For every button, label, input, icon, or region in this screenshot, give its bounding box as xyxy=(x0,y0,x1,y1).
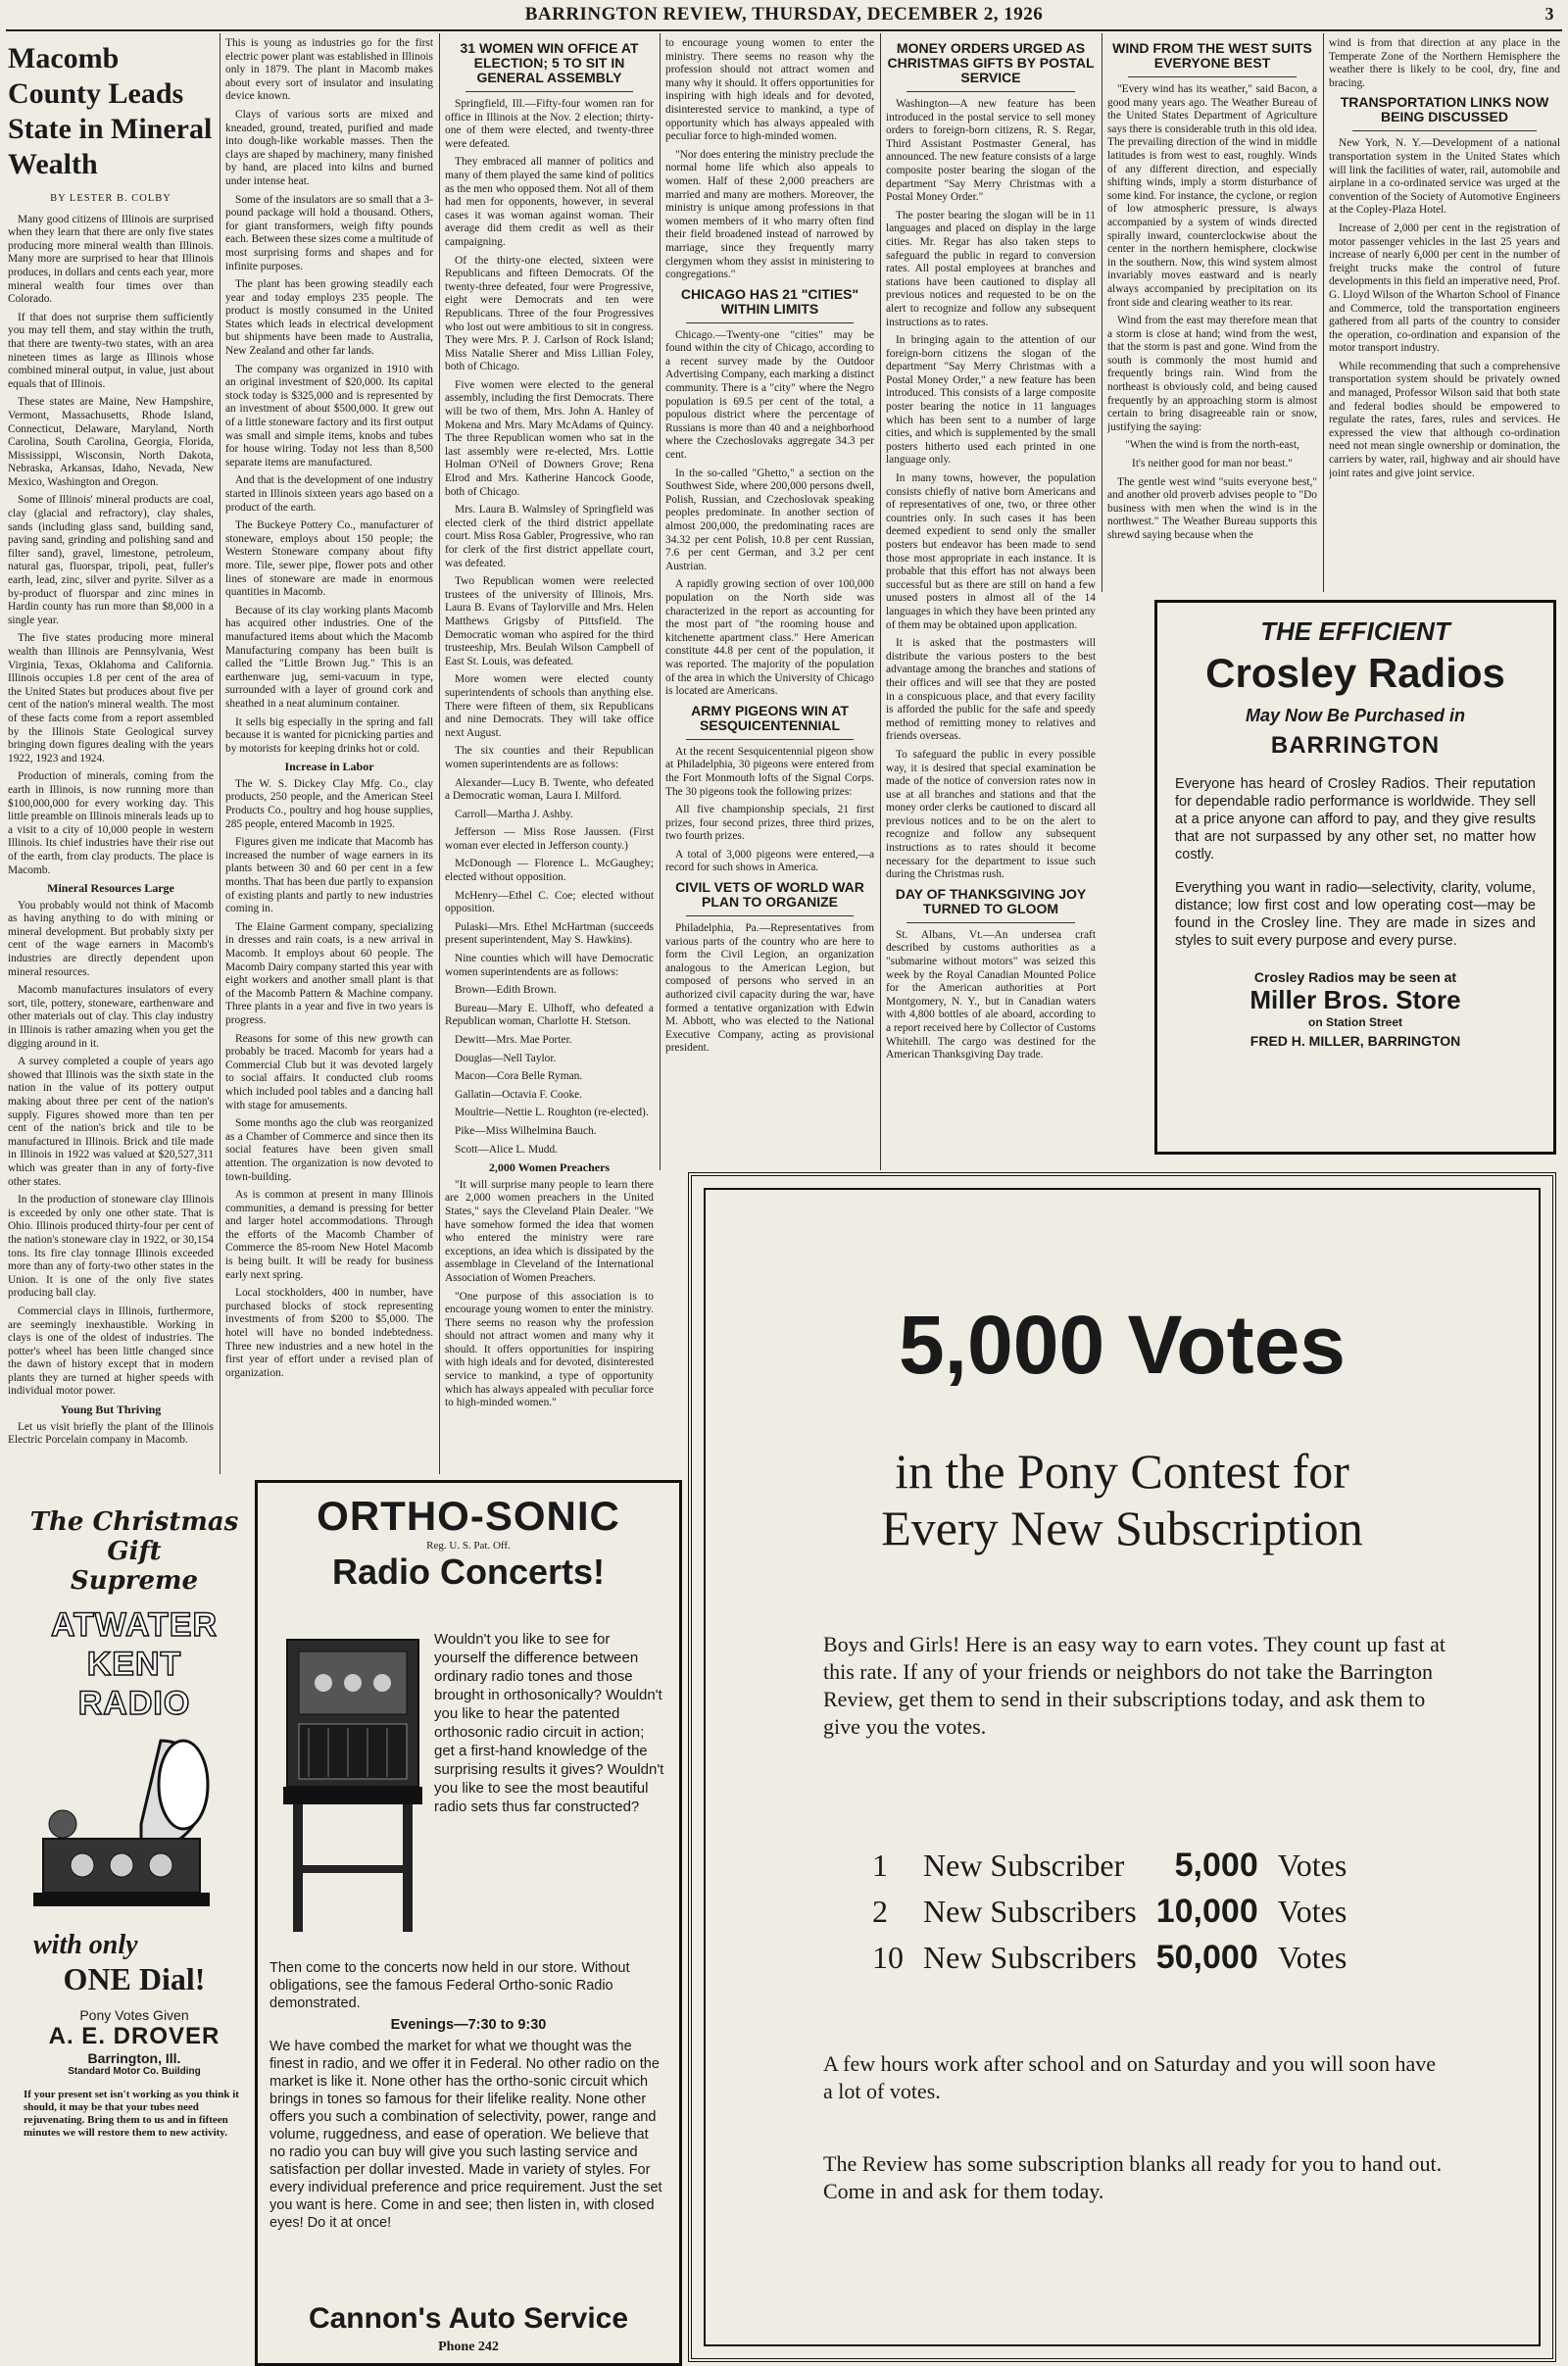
paragraph: In the production of stoneware clay Illinois is exceeded by only one other state. That is Ohio. Illinois produced thirty-four per cent of the nation's stoneware clay in 1922, or 30,154 tons. Its fire clay tonnage Illinois exceeded more than any of forty-two other states in the Union. It is one of the only five states producing ball clay. xyxy=(8,1194,214,1300)
paragraph: In the so-called "Ghetto," a section on the Southwest Side, where 200,000 persons dwell, Polish, Russian, and Czechoslovak speaking peoples predominate. In another section of almost 200,000, the predominating races are 34.32 per cent Polish, 10.8 per cent Russian, 7.6 per cent German, and 3.2 per cent Austrian. xyxy=(665,467,874,572)
ad-paragraph: Everything you want in radio—selectivity, clarity, volume, distance; low first cost and low operating cost—may be found in the Crosley line. They are made in sizes and styles to suit every purpose and every purse. xyxy=(1175,880,1536,949)
byline: BY LESTER B. COLBY xyxy=(50,193,172,204)
ad-title: ORTHO-SONIC xyxy=(317,1493,620,1539)
article-macomb xyxy=(8,37,214,1496)
table-cell: New Subscriber xyxy=(923,1848,1125,1883)
paragraph: Because of its clay working plants Macomb has acquired other industries. One of the manufactured items about which the Macomb Manufacturing company has been built is called the "Little Brown Jug." This is an earthenware jug, semi-vacuum in type, surrounded with a layer of ground cork and sheathed in a neat aluminum container. xyxy=(225,604,433,710)
paragraph: Five women were elected to the general assembly, including the first Democrats. There will be two of them, Mrs. John A. Hanley of Mokena and Mrs. Mary McAdams of Quincy. The three Republican women who sat in the last assembly were re-elected, Mrs. Lottie Holman O'Neil of Downers Grove; Rena Elrod and Mrs. Katherine Hancock Goode, both of Chicago. xyxy=(445,378,654,498)
subhead: Mineral Resources Large xyxy=(47,881,174,896)
paragraph: You probably would not think of Macomb as having anything to do with mining or mineral development. But probably sixty per cent of the wage earners in Macomb's industries are directly dependent upon mineral resources. xyxy=(8,899,214,978)
paragraph: "Every wind has its weather," said Bacon, a good many years ago. The Weather Bureau of the United States Department of Agriculture says there is considerable truth in this old idea. The prevailing direction of the wind in middle latitudes is from west to east, roughly. Winds of any different direction, and especially shifting winds, imply a storm disturbance of some kind. For instance, the cyclone, or region of low atmospheric pressure, is always accompanied by a system of winds directed spirally inward, counterclockwise about the center in the northern hemisphere, clockwise in the southern. Now, this wind system almost invariably moves eastward and is nearly always accompanied by precipitation on its front side and clearing weather to its rear. xyxy=(1107,83,1317,309)
votes-table xyxy=(862,1843,1356,1981)
masthead-rule xyxy=(6,29,1562,31)
paragraph: In many towns, however, the population consists chiefly of native born Americans and of representatives of one, two, or three other countries only. In such cases it has been deemed expedient to send only the smaller posters but endeavor has been made to send those most appropriate in each instance. It is probable that this effort has not always been successful but as there are still on hand a few unused posters in almost all of the 14 languages in which they have been printed any of them may be obtained upon application. xyxy=(886,472,1096,631)
subhead: Young But Thriving xyxy=(60,1403,162,1417)
ad-line: Gift xyxy=(107,1537,162,1566)
table-cell: Votes xyxy=(1277,1940,1348,1975)
paragraph: Commercial clays in Illinois, furthermore, are seemingly inexhaustible. Working in clays is one of the oldest of industries. The potter's wheel has been little changed since the dawn of history except that in modern plants they are turned at higher speeds with individual motor power. xyxy=(8,1305,214,1398)
ad-body-2 xyxy=(270,1959,667,2232)
paragraph: Springfield, Ill.—Fifty-four women ran for office in Illinois at the Nov. 2 election; thirty-one of them were elected, and twenty-three were defeated. xyxy=(445,98,654,150)
rule xyxy=(906,922,1074,923)
paragraph: Douglas—Nell Taylor. xyxy=(455,1052,557,1064)
paragraph: And that is the development of one industry started in Illinois sixteen years ago based on a product of the earth. xyxy=(225,474,433,514)
paragraph: They embraced all manner of politics and many of them played the same kind of politics as the men who opposed them. Not all of them had men for opponents, however, in several cases it was woman against woman. Their average did them credit as well as their campaigning. xyxy=(445,156,654,248)
paragraph: A rapidly growing section of over 100,000 population on the North side was characterized in the report as accounting for the most part of "the rooming house and kitchenette apartment class." Here American constitute 44.8 per cent of the population, it was reported. The majority of the population of the area in which the University of Chicago is located are Americans. xyxy=(665,578,874,698)
paragraph: McHenry—Ethel C. Coe; elected without opposition. xyxy=(445,889,654,915)
paragraph: Chicago.—Twenty-one "cities" may be found within the city of Chicago, according to a recent survey made by the Outdoor Advertising Company, each marking a distinct community. There is a "city" where the Negro population is 69.5 per cent of the total, a populous district where the percentage of Russians is more than 40 and a neighborhood where the Czechoslovaks aggregate 34.3 per cent. xyxy=(665,328,874,462)
ad-seen-at: Crosley Radios may be seen at xyxy=(1253,969,1457,985)
ad-paragraph: The Review has some subscription blanks all ready for you to hand out. Come in and ask for them today. xyxy=(823,2151,1443,2203)
paragraph: The six counties and their Republican women superintendents are as follows: xyxy=(445,745,654,770)
table-cell: 5,000 xyxy=(1174,1847,1258,1884)
column-rule xyxy=(439,33,440,1474)
paragraph: Pike—Miss Wilhelmina Bauch. xyxy=(455,1124,597,1137)
table-cell: 1 xyxy=(872,1848,888,1883)
ad-paragraph: A few hours work after school and on Saturday and you will soon have a lot of votes. xyxy=(823,2051,1437,2103)
paragraph: A survey completed a couple of years ago showed that Illinois was the sixth state in the nation in the value of its pottery output making about three per cent of the nation's supply. Figures showed more than ten per cent of the nation's brick and tile to be manufactured in Illinois. Brick and tile made in Illinois in 1922 was valued at $20,527,311 which was greater than in any of forty-five other states. xyxy=(8,1056,214,1188)
paragraph: Clays of various sorts are mixed and kneaded, ground, treated, purified and made into dough-like workable masses. Then the clays are shaped by machinery, many finished by hand, are placed into kilns and burned under intense heat. xyxy=(225,108,433,187)
headline-macomb: Macomb County Leads State in Mineral Wealth xyxy=(8,42,213,180)
ad-subtitle xyxy=(706,1443,1539,1556)
headline-transportation: TRANSPORTATION LINKS NOW BEING DISCUSSED xyxy=(1340,94,1549,125)
paragraph: Production of minerals, coming from the earth in Illinois, is now running more than $100,000,000 for every working day. This little preamble on Illinois minerals leads up to a visit to a city of 10,000 people in western Illinois. Its chief industries have their rise out of the earth, from clay products. The place is Macomb. xyxy=(8,770,214,876)
masthead xyxy=(0,4,1568,27)
column-rule xyxy=(1323,33,1324,592)
column-rule xyxy=(880,33,881,1170)
table-cell: New Subscribers xyxy=(923,1940,1137,1975)
ad-subtitle-line: Every New Subscription xyxy=(881,1501,1363,1555)
paragraph: New York, N. Y.—Development of a national transportation system in the United States which will link the facilities of water, rail, automobile and airplane in a co-ordinated service was urged at the convention of the Society of Automotive Engineers at the Copley-Plaza Hotel. xyxy=(1329,137,1560,217)
table-row xyxy=(862,1889,1356,1935)
subhead: 2,000 Women Preachers xyxy=(488,1160,611,1175)
brand-radio: RADIO xyxy=(77,1685,191,1722)
masthead-title: BARRINGTON REVIEW, THURSDAY, DECEMBER 2, 1926 xyxy=(524,4,1044,25)
paragraph: wind is from that direction at any place in the Temperate Zone of the Northern Hemisphere the weather there is likely to be cool, dry, fine and bracing. xyxy=(1329,37,1560,89)
paragraph: Philadelphia, Pa.—Representatives from various parts of the country who are here to form the Civil Legion, an organization analogous to the American Legion, but composed of persons who served in an authorized civil capacity during the war, have formed a tentative organization with Edwin M. Abbott, who was elected to the National Executive Company, acting as provisional president. xyxy=(665,922,874,1055)
paragraph: Figures given me indicate that Macomb has increased the number of wage earners in its plants between 30 and 60 per cent in a few months. That has been due partly to expansion of existing plants and partly to new industries coming in. xyxy=(225,836,433,915)
rule xyxy=(906,91,1074,92)
paragraph: to encourage young women to enter the ministry. There seems no reason why the profession should not attract women and many why it should. It offers opportunities for inspiring with high ideals and for devoted, disinterested service to mankind, a type of opportunity which has always appealed with peculiar force to high-minded women. xyxy=(665,37,874,143)
headline-pigeons: ARMY PIGEONS WIN AT SESQUICENTENNIAL xyxy=(691,702,849,733)
ad-title: Crosley Radios xyxy=(1205,650,1505,696)
paragraph: To safeguard the public in every possible way, it is desired that special examination be made of the notice of conversion rates now in use at all branches and stations and that the money order clerks be cautioned to discard all previous notices and to be on the alert to recognize and follow any subsequent instructions as to rates should it become necessary for the department to issue such during the Christmas rush. xyxy=(886,748,1096,881)
paragraph: "One purpose of this association is to encourage young women to enter the ministry. There seems no reason why the profession should not attract women and many why it should. It offers opportunities for inspiring with high ideals and for devoted, disinterested service to mankind, a type of opportunity which has always appealed with peculiar force to high-minded women." xyxy=(445,1290,654,1409)
ad-store-name: Cannon's Auto Service xyxy=(308,2302,629,2335)
paragraph: Two Republican women were reelected trustees of the university of Illinois, Mrs. Laura B. Evans of Taylorville and Mrs. Helen Matthews Grigsby of Pittsfield. The Democratic woman who aspired for the third trusteeship, Mrs. Beulah Wilson Campbell of East St. Louis, was defeated. xyxy=(445,575,654,667)
paragraph: These states are Maine, New Hampshire, Vermont, Massachusetts, Rhode Island, Connecticut, Delaware, Maryland, North Carolina, South Carolina, Georgia, Florida, Mississippi, Wisconsin, North Dakota, Nebraska, Arkansas, Idaho, Nevada, New Mexico, Washington and Oregon. xyxy=(8,396,214,488)
ad-pony-votes: Pony Votes Given xyxy=(79,2007,189,2023)
table-row xyxy=(862,1935,1356,1981)
article-wind xyxy=(1107,37,1317,592)
rule xyxy=(466,91,632,92)
paragraph: "It will surprise many people to learn there are 2,000 women preachers in the United States," says the Cleveland Plain Dealer. "We have somehow formed the idea that women who entered the ministry were rare exceptions, an idea which is dissipated by the assemblage in Cleveland of the International Association of Women Preachers. xyxy=(445,1178,654,1284)
paragraph: Some months ago the club was reorganized as a Chamber of Commerce and since then its social features have been given small attention. The organization is now devoted to town-building. xyxy=(225,1117,433,1183)
paragraph: The plant has been growing steadily each year and today employs 235 people. The product is mostly consumed in the United States which leads in electrical development but shipments have been made to Australia, New Zealand and other far lands. xyxy=(225,278,433,358)
ad-address: Standard Motor Co. Building xyxy=(68,2066,201,2077)
paragraph: Some of Illinois' mineral products are coal, clay (glacial and refractory), clay shales, sands (including glass sand, building sand, paving sand, grinding and polishing sand and filter sand), gravel, limestone, petroleum, natural gas, fluorspar, tripoli, peat, fuller's earth, lead, zinc, silver and pyrite. Silver as a by-product of fluorspar and zinc mines in Hardin county has run more than $8,000 in a single year. xyxy=(8,494,214,626)
paragraph: Macon—Cora Belle Ryman. xyxy=(455,1070,583,1083)
rule xyxy=(686,322,853,323)
paragraph: St. Albans, Vt.—An undersea craft described by customs authorities as a "submarine without motors" was seized this week by the Royal Canadian Mounted Police for the American authorities at Port Montgomery, N. Y., but in Canadian waters with 4,800 bottles of ale aboard, according to a report received here by Collector of Customs Whitehill. The cargo was destined for the American Thanksgiving Day trade. xyxy=(886,928,1096,1061)
ad-dealer: A. E. DROVER xyxy=(48,2023,220,2049)
ad-town: Barrington, Ill. xyxy=(87,2050,181,2066)
table-cell: Votes xyxy=(1277,1848,1348,1883)
headline-money-orders: MONEY ORDERS URGED AS CHRISTMAS GIFTS BY POSTAL SERVICE xyxy=(887,40,1095,85)
ad-line: THE EFFICIENT xyxy=(1260,616,1450,646)
ad-evenings: Evenings—7:30 to 9:30 xyxy=(390,2017,547,2033)
headline-civil-vets: CIVIL VETS OF WORLD WAR PLAN TO ORGANIZE xyxy=(675,879,864,911)
brand-kent: KENT xyxy=(86,1646,182,1683)
paragraph: Brown—Edith Brown. xyxy=(455,984,557,997)
headline-chicago: CHICAGO HAS 21 "CITIES" WITHIN LIMITS xyxy=(680,285,859,317)
paragraph: Alexander—Lucy B. Twente, who defeated a Democratic woman, Laura I. Milford. xyxy=(445,776,654,803)
ad-pony-contest xyxy=(688,1172,1556,2362)
paragraph: It is asked that the postmasters will distribute the various posters to the best advantage among the branches and stations of their offices and will see that they are posted in a conspicuous place, and that every facility is afforded the public for the safe and speedy method of remitting money to relatives and friends overseas. xyxy=(886,637,1096,743)
table-cell: 2 xyxy=(872,1894,888,1929)
paragraph: Washington—A new feature has been introduced in the postal service to sell money orders to foreign-born citizens, R. S. Regar, Third Assistant Postmaster General, has announced. The new feature consists of a large composite poster bearing the slogan of the department "Say Merry Christmas with a Postal Money Order." xyxy=(886,98,1096,204)
paragraph: If that does not surprise them sufficiently you may tell them, and stay within the truth, that there are twenty-two states, with an area nineteen times as large as Illinois whose combined mineral output, in value, just about equals that of Illinois. xyxy=(8,311,214,390)
article-money-orders xyxy=(886,37,1096,1170)
paragraph: In bringing again to the attention of our foreign-born citizens the slogan of the department "Say Merry Christmas with a Postal Money Order," a new feature has been introduced. This consists of a large composite poster bearing the notice in 11 languages which has been sent to a number of large cities, and which is supplemented by the small posters hitherto used each printed in one language only. xyxy=(886,334,1096,467)
paragraph: Gallatin—Octavia F. Cooke. xyxy=(455,1088,583,1101)
paragraph: Local stockholders, 400 in number, have purchased blocks of stock representing investments of from $200 to $5,000. The hotel will have no bonded indebtedness. Three new industries and a new hotel in the first year of effort under a revised plan of organization. xyxy=(225,1287,433,1379)
paragraph: Let us visit briefly the plant of the Illinois Electric Porcelain company in Macomb. xyxy=(8,1420,214,1447)
ad-store-name: Miller Bros. Store xyxy=(1250,985,1461,1014)
ad-location: on Station Street xyxy=(1307,1015,1402,1029)
headline-wind: WIND FROM THE WEST SUITS EVERYONE BEST xyxy=(1112,40,1312,71)
paragraph: Some of the insulators are so small that a 3-pound package will hold a thousand. Others, for giant transformers, weigh fifty pounds each. Between these sizes come a multitude of most surprising forms and shapes and for infinite purposes. xyxy=(225,193,433,272)
ad-paragraph: Boys and Girls! Here is an easy way to earn votes. They count up fast at this rate. If any of your friends or neighbors do not take the Barrington Review, get them to send in their subscriptions today, and ask them to give you the votes. xyxy=(823,1632,1446,1739)
verse: It's neither good for man nor beast." xyxy=(1132,458,1293,470)
paragraph: Of the thirty-one elected, sixteen were Republicans and fifteen Democrats. Of the twenty-three defeated, four were Progressive, eight were Democrats and ten were Republicans. Three of the four Progressives who lost out were ambitious to sit in congress. They were Mrs. P. J. Carlson of Rock Island; Miss Natalie Sherer and Miss Lillian Foley, both of Chicago. xyxy=(445,254,654,373)
ad-crosley xyxy=(1154,600,1556,1155)
ad-one-dial: ONE Dial! xyxy=(63,1961,206,1996)
ad-subtitle-line: in the Pony Contest for xyxy=(895,1444,1349,1499)
table-cell: 50,000 xyxy=(1155,1939,1258,1976)
table-cell: Votes xyxy=(1277,1894,1348,1929)
verse: "When the wind is from the north-east, xyxy=(1125,439,1299,452)
paragraph: Mrs. Laura B. Walmsley of Springfield was elected clerk of the third district appellate court. Miss Rosa Gabler, Progressive, who ran for clerk of the first district appellate court, was defeated. xyxy=(445,504,654,569)
paragraph: Bureau—Mary E. Ulhoff, who defeated a Republican woman, Charlotte H. Stetson. xyxy=(445,1002,654,1028)
paragraph: The company was organized in 1910 with an original investment of $20,000. Its capital stock today is $325,000 and is represented by an investment of about $500,000. It grew out of a little stoneware factory and its first output was small and simple items, knobs and tubes for house wiring. Today not less than 8,500 separate items are manufactured. xyxy=(225,363,433,468)
paragraph: Macomb manufactures insulators of every sort, tile, pottery, stoneware, earthenware and other materials out of clay. This clay industry in Illinois is rather amazing when you get the digging around in it. xyxy=(8,984,214,1050)
paragraph: Nine counties which will have Democratic women superintendents are as follows: xyxy=(445,953,654,978)
ad-body: Wouldn't you like to see for yourself the difference between ordinary radio tones and those brought in orthosonically? Wouldn't you like to hear the patented orthosonic radio circuit in action; get a first-hand knowledge of the surprising results it gives? Wouldn't you like to see the most beautiful radio sets thus far constructed? xyxy=(434,1631,664,1815)
paragraph: Moultrie—Nettie L. Roughton (re-elected). xyxy=(455,1107,649,1119)
paragraph: Scott—Alice L. Mudd. xyxy=(455,1143,559,1156)
article-macomb-cont xyxy=(225,37,433,1472)
column-rule xyxy=(660,33,661,1170)
paragraph: Jefferson — Miss Rose Jaussen. (First woman ever elected in Jefferson county.) xyxy=(445,826,654,852)
paragraph: It sells big especially in the spring and fall because it is wanted for picnicking parties and by motorists for keeping drinks hot or cold. xyxy=(225,715,433,755)
rule xyxy=(1128,76,1296,77)
radio-horn-illustration xyxy=(24,1731,220,1917)
ad-inner-border xyxy=(704,1188,1541,2346)
paragraph: The gentle west wind "suits everyone best," and another old proverb advises people to "Do business with men when the wind is in the northwest." The Weather Bureau supports this shrewd saying because when the xyxy=(1107,475,1317,541)
paragraph: Increase of 2,000 per cent in the registration of motor passenger vehicles in the last 25 years and increase of nearly 6,000 per cent in the number of freight trucks make the control of future developments in this field an imperative need, Prof. G. Lloyd Wilson of the Wharton School of Finance and Commerce, told the transportation engineers gathered from all parts of the country to consider the operation, co-ordination and expansion of the motor transport industry. xyxy=(1329,222,1560,355)
headline-women-office: 31 WOMEN WIN OFFICE AT ELECTION; 5 TO SIT IN GENERAL ASSEMBLY xyxy=(460,40,639,85)
ad-subtitle: Radio Concerts! xyxy=(331,1552,606,1592)
paragraph: At the recent Sesquicentennial pigeon show at Philadelphia, 30 pigeons were entered from the Fort Monmouth lofts of the Signal Corps. The 30 pigeons took the following prizes: xyxy=(665,745,874,798)
subhead: Increase in Labor xyxy=(284,760,374,774)
paragraph: As is common at present in many Illinois communities, a demand is pressing for better and larger hotel accommodations. Through the efforts of the Macomb Chamber of Commerce the 85-room New Hotel Macomb is being built. It will be ready for business early next spring. xyxy=(225,1189,433,1281)
paragraph: Pulaski—Mrs. Ethel McHartman (succeeds present superintendent, May S. Hawkins). xyxy=(445,920,654,947)
ad-owner: FRED H. MILLER, BARRINGTON xyxy=(1250,1033,1461,1049)
table-cell: 10,000 xyxy=(1155,1893,1258,1930)
ad-note: If your present set isn't working as you think it should, it may be that your tubes need rejuvenating. Bring them to us and in fifteen minutes we will restore them to new activity. xyxy=(24,2089,239,2139)
ad-town: BARRINGTON xyxy=(1270,732,1441,759)
paragraph: More women were elected county superintendents of schools than anything else. There were fifteen of them, six Republicans and nine Democrats. They will take office next August. xyxy=(445,673,654,739)
ad-phone: Phone 242 xyxy=(438,2340,499,2354)
paragraph: "Nor does entering the ministry preclude the normal home life which also appeals to women. Half of these 2,000 preachers are married and many are mothers. Moreover, the ministry is unique among professions in that women members of it who marry often find their field broadened instead of narrowed by marriage, since they frequently marry clergymen whom they assist in ministering to congregations." xyxy=(665,148,874,281)
ad-with-only: with only xyxy=(33,1930,138,1960)
paragraph: The W. S. Dickey Clay Mfg. Co., clay products, 250 people, and the American Steel Products Co., poultry and hog house supplies, 285 people, entered Macomb in 1925. xyxy=(225,777,433,830)
rule xyxy=(686,739,853,740)
ad-paragraph: Then come to the concerts now held in our store. Without obligations, see the famous Federal Ortho-sonic Radio demonstrated. xyxy=(270,1960,630,2011)
brand-atwater: ATWATER xyxy=(50,1606,219,1644)
table-cell: New Subscribers xyxy=(923,1894,1137,1929)
paragraph: All five championship specials, 21 first prizes, four second prizes, three third prizes, two fourth prizes. xyxy=(665,804,874,843)
paragraph: This is young as industries go for the first electric power plant was established in Illinois only in 1879. The plant in Macomb makes about every sort of insulator and insulating device known. xyxy=(225,37,433,103)
ad-paragraph: We have combed the market for what we thought was the finest in radio, and we offer it in Federal. No other radio on the market is like it. None other has the ortho-sonic circuit which brings in tones so famous for their lifelike reality. None other offers you such a combination of selectivity, power, range and volume, ruggedness, and ease of operation. We believe that no radio you can buy will give you such lasting service and satisfaction per dollar invested. Made in variety of styles. For every individual preference and price requirement. Just the set you want is here. Come in and see; then listen in, with closed eyes! Do it at once! xyxy=(270,2039,662,2231)
table-row xyxy=(862,1843,1356,1889)
paragraph: Carroll—Martha J. Ashby. xyxy=(455,808,573,820)
paragraph: A total of 3,000 pigeons were entered,—a record for such shows in America. xyxy=(665,848,874,874)
ad-line: Supreme xyxy=(70,1566,199,1596)
paragraph: The Elaine Garment company, specializing in dresses and rain coats, is a new arrival in Macomb. It employs about 60 people. The Macomb Dairy company started this year with eight workers and another small plant is that of the Macomb Pattern & Machine company. Three plants in a year and five in two years is progress. xyxy=(225,920,433,1026)
paragraph: Reasons for some of this new growth can probably be traced. Macomb for years had a Commercial Club but it was devoted largely to social affairs. It conducted club rooms which included pool tables and a dancing hall with stage for amusements. xyxy=(225,1032,433,1111)
article-transportation xyxy=(1329,37,1560,592)
ad-ortho-sonic xyxy=(255,1480,682,2366)
radio-cabinet-illustration xyxy=(279,1630,426,1944)
article-column-4 xyxy=(665,37,874,1170)
article-women-office xyxy=(445,37,654,1472)
paragraph: Many good citizens of Illinois are surprised when they learn that there are only five states producing more mineral wealth than Illinois. Many more are surprised to hear that Illinois produces, in dollars and cents each year, more mineral wealth four times over than Colorado. xyxy=(8,213,214,306)
ad-line: May Now Be Purchased in xyxy=(1245,706,1466,725)
ad-trademark: Reg. U. S. Pat. Off. xyxy=(426,1540,511,1552)
rule xyxy=(1352,130,1538,131)
table-cell: 10 xyxy=(872,1940,904,1975)
ad-line: The Christmas xyxy=(29,1507,239,1537)
paragraph: Dewitt—Mrs. Mae Porter. xyxy=(455,1034,572,1046)
paragraph: The Buckeye Pottery Co., manufacturer of stoneware, employs about 150 people; the Western Stoneware company about fifty more. Tile, sewer pipe, flower pots and other lines of stoneware are made in enormous quantities in Macomb. xyxy=(225,519,433,599)
headline-thanksgiving: DAY OF THANKSGIVING JOY TURNED TO GLOOM xyxy=(895,885,1087,916)
paragraph: The poster bearing the slogan will be in 11 languages and placed on display in the large cities. Mr. Regar has also taken steps to safeguard the public in regard to conversion rates. All postal employees at branches and stations have been cautioned to display all previous notices and requested to be on the alert to recognize and follow any subsequent instructions as to rates. xyxy=(886,209,1096,328)
paragraph: McDonough — Florence L. McGaughey; elected without opposition. xyxy=(445,858,654,884)
page-number: 3 xyxy=(1544,4,1554,24)
ad-paragraph: Everyone has heard of Crosley Radios. Their reputation for dependable radio performance is worldwide. They sell at a price anyone can afford to pay, and they give results that are not surpassed by any other set, no matter how costly. xyxy=(1175,776,1536,863)
paragraph: While recommending that such a comprehensive transportation system should be privately owned and managed, Professor Wilson said that both state and federal bodies should be empowered to regulate the rates, fares, rules and services. He expressed the view that although co-ordination need not mean single ownership or domination, the carriers by water, rail, highway and air should have joint rates and give joint service. xyxy=(1329,360,1560,479)
rule xyxy=(686,915,853,916)
paragraph: Wind from the east may therefore mean that a storm is close at hand; wind from the west, that the storm is past and gone. Wind from the south is commonly the most humid and frequently brings rain. Wind from the northeast is obviously cold, and being caused frequently by an approaching storm is almost certain to bring disagreeable rain or snow, justifying the saying: xyxy=(1107,315,1317,433)
paragraph: The five states producing more mineral wealth than Illinois are Pennsylvania, West Virginia, Texas, Oklahoma and California. Illinois occupies 1.8 per cent of the area of the United States but produces about five per cent of the nation's mineral wealth. The most of these facts come from a report assembled by the Illinois State Geological survey bringing down figures dealing with the years 1922, 1923 and 1924. xyxy=(8,632,214,764)
ad-big-title: 5,000 Votes xyxy=(898,1299,1347,1391)
ad-atwater-kent xyxy=(24,1507,245,2360)
